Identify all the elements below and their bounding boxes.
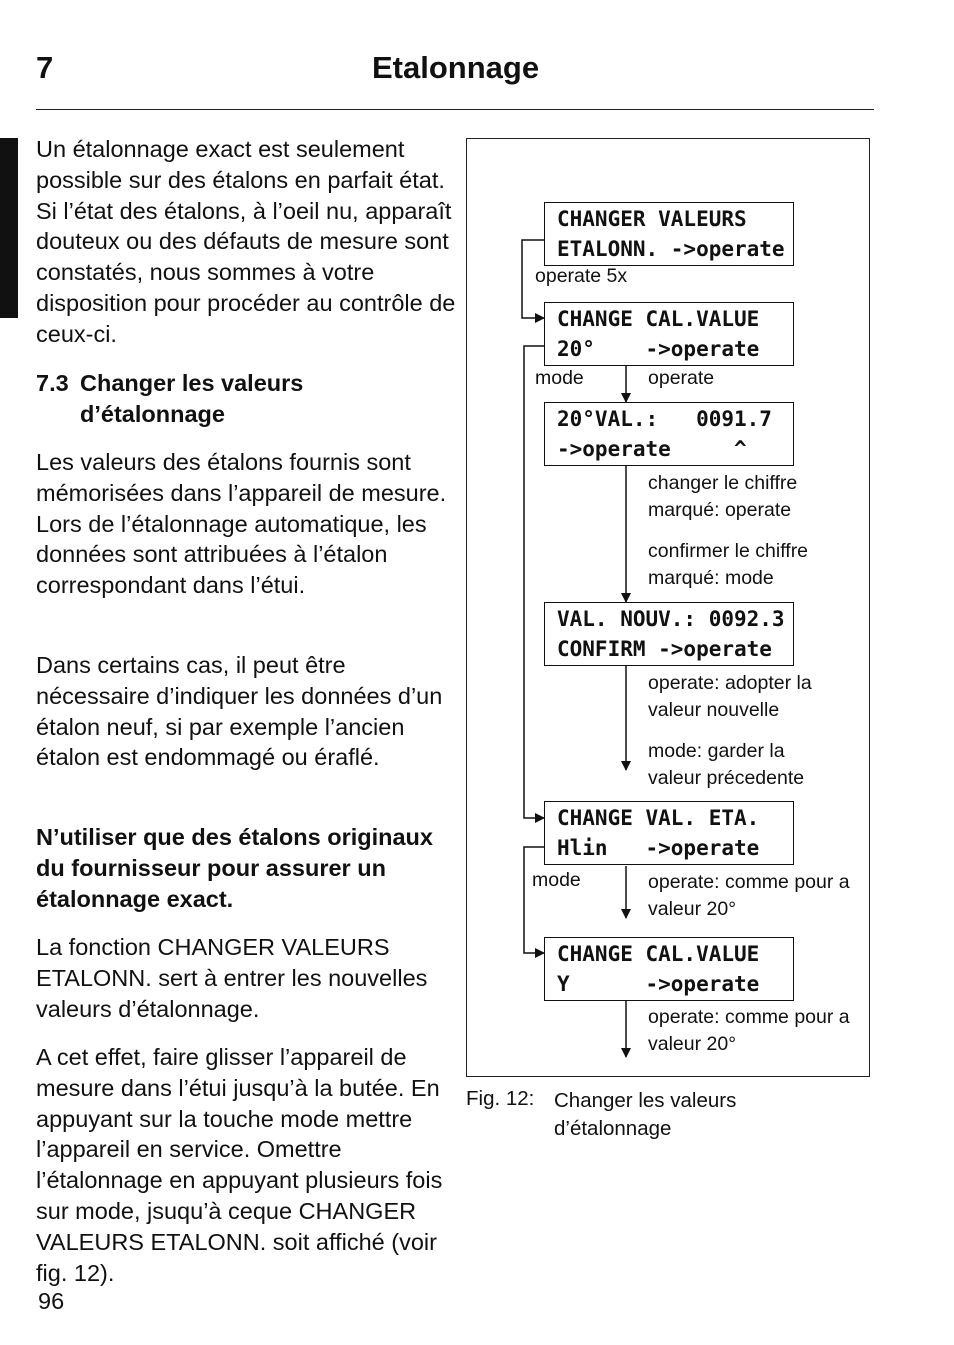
lcd-line-2: Y ->operate	[557, 972, 760, 996]
lcd-display-y	[544, 937, 794, 1001]
page-number: 96	[38, 1288, 65, 1314]
label-same-as-20-a: operate: comme pour a valeur 20°	[648, 871, 850, 920]
lcd-line-1: CHANGE CAL.VALUE	[557, 942, 760, 966]
lcd-line-2: ETALONN. ->operate	[557, 237, 785, 261]
paragraph-new-standard: Dans certains cas, il peut être nécessaire d’indiquer les données d’un étalon neuf, si par exemple l’ancien étalon est endommagé ou éraflé.	[36, 652, 443, 771]
label-operate-5x: operate 5x	[535, 265, 628, 287]
lcd-line-1: 20°VAL.: 0091.7	[557, 407, 772, 431]
lcd-display-new-value	[544, 602, 794, 666]
lcd-line-2: ->operate ^	[557, 437, 747, 461]
chapter-number: 7	[36, 50, 54, 85]
section-number: 7.3	[36, 370, 69, 396]
chapter-title: Etalonnage	[372, 50, 540, 85]
lcd-line-2: 20° ->operate	[557, 337, 760, 361]
label-mode: mode	[535, 367, 584, 389]
lcd-display-hlin	[544, 801, 794, 865]
figure-caption-text: Changer les valeurs d’étalonnage	[554, 1089, 737, 1140]
figure-caption-number: Fig. 12:	[466, 1087, 535, 1110]
section-title: Changer les valeurs d’étalonnage	[80, 370, 304, 427]
label-change-digit: changer le chiffre marqué: operate	[648, 472, 798, 521]
lcd-line-1: CHANGER VALEURS	[557, 207, 747, 231]
lcd-line-1: CHANGE VAL. ETA.	[557, 806, 760, 830]
paragraph-intro: Un étalonnage exact est seulement possible sur des étalons en parfait état. Si l’état des étalons, à l’oeil nu, apparaît douteux ou des défauts de mesure sont constatés, nous sommes à votre disposition pour procéder au contrôle de ceux-ci.	[36, 136, 456, 347]
label-adopt-new: operate: adopter la valeur nouvelle	[648, 672, 812, 721]
label-keep-previous: mode: garder la valeur précedente	[648, 740, 805, 789]
lcd-line-1: CHANGE CAL.VALUE	[557, 307, 760, 331]
label-mode-2: mode	[532, 869, 581, 891]
label-same-as-20-b: operate: comme pour a valeur 20°	[648, 1006, 850, 1055]
paragraph-function: La fonction CHANGER VALEURS ETALONN. sert à entrer les nouvelles valeurs d’étalonnage.	[36, 934, 428, 1022]
lcd-line-2: CONFIRM ->operate	[557, 637, 772, 661]
paragraph-warning: N’utiliser que des étalons originaux du fournisseur pour assurer un étalonnage exact.	[36, 824, 433, 912]
paragraph-procedure: A cet effet, faire glisser l’appareil de mesure dans l’étui jusqu’à la butée. En appuyant sur la touche mode mettre l’appareil en service. Omettre l’étalonnage en appuyant plusieurs fois sur mode, jsuqu’à ceque CHANGER VALEURS ETALONN. soit affiché (voir fig. 12).	[36, 1044, 443, 1286]
paragraph-stored-values: Les valeurs des étalons fournis sont mémorisées dans l’appareil de mesure. Lors de l’étalonnage automatique, les données sont attribuées à l’étalon correspondant dans l’étui.	[36, 449, 447, 599]
lcd-display-20-value	[544, 302, 794, 366]
lcd-line-2: Hlin ->operate	[557, 836, 760, 860]
lcd-display-20-edit	[544, 402, 794, 466]
label-confirm-digit: confirmer le chiffre marqué: mode	[648, 540, 809, 589]
lcd-line-1: VAL. NOUV.: 0092.3	[557, 607, 785, 631]
label-operate: operate	[648, 367, 715, 389]
lcd-display-change-values	[544, 202, 794, 266]
